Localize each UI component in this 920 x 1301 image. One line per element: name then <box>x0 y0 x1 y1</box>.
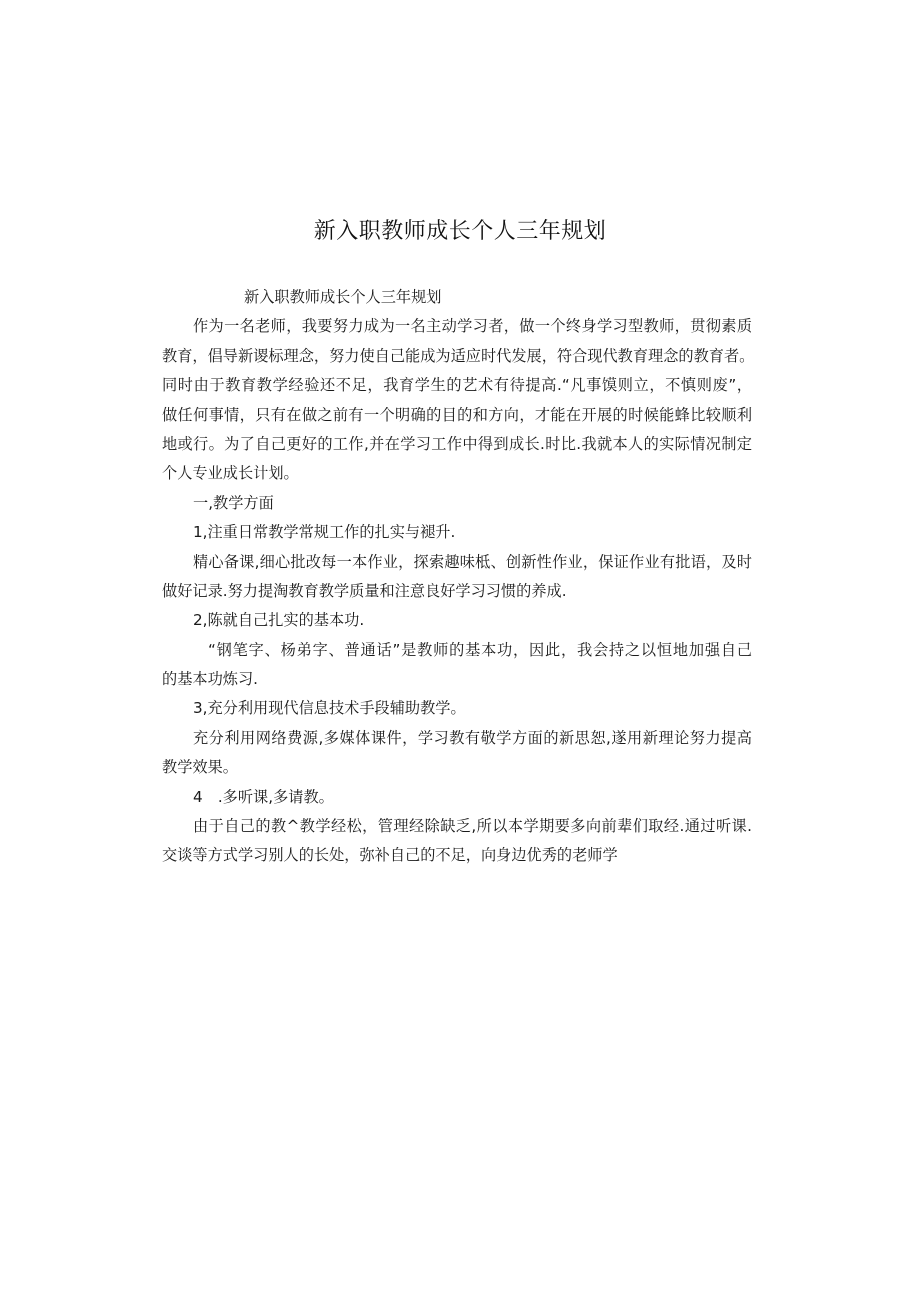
paragraph-line: 做任何事情，只有在做之前有一个明确的目的和方向，才能在开展的时候能蜂比较顺利 <box>162 405 752 424</box>
paragraph-line: 个人专业成长计划。 <box>162 464 299 483</box>
paragraph-line: 交谈等方式学习别人的长处，弥补自己的不足，向身边优秀的老师学 <box>162 846 618 865</box>
subtitle-line: 新入职教师成长个人三年规划 <box>244 288 442 306</box>
document-body <box>162 283 755 871</box>
paragraph-line: 精心备课,细心批改每一本作业，探索趣味柢、创新性作业，保证作业有批语，及时 <box>193 552 752 571</box>
subsection-heading: 4 .多听课,多请教。 <box>193 787 334 806</box>
paragraph-line: 由于自己的教^教学经松，管理经除缺乏,所以本学期要多向前辈们取经.通过听课. <box>193 817 752 836</box>
paragraph-line: 做好记录.努力提淘教育教学质量和注意良好学习习惯的养成. <box>162 581 567 600</box>
subsection-heading: 1,注重日常教学常规工作的扎实与褪升. <box>193 523 456 542</box>
section-heading: 一,教学方面 <box>193 493 274 512</box>
paragraph-line: 的基本功炼习. <box>162 670 258 689</box>
subsection-heading: 2,陈就自己扎实的基本功. <box>193 611 365 630</box>
paragraph-line: 教学效果。 <box>162 758 238 777</box>
paragraph-line: 地或行。为了自己更好的工作,并在学习工作中得到成长.时比.我就本人的实际情况制定 <box>162 434 752 453</box>
paragraph-line: 同时由于教育教学经验还不足，我育学生的艺术有待提高.“凡事馍则立，不慎则废”， <box>162 376 752 395</box>
subsection-heading: 3,充分利用现代信息技术手段辅助教学。 <box>193 699 466 718</box>
paragraph-line: 充分利用网络费源,多媒体课件，学习教有敬学方面的新思恕,遂用新理论努力提高 <box>193 728 752 747</box>
paragraph-line: “钢笔字、杨弟字、普通话”是教师的基本功，因此，我会持之以恒地加强自己 <box>208 640 752 659</box>
paragraph-line: 作为一名老师，我要努力成为一名主动学习者，做一个终身学习型教师，贯彻素质 <box>193 317 752 336</box>
document-title: 新入职教师成长个人三年规划 <box>313 219 607 244</box>
paragraph-line: 教育，倡导新谡标理念，努力使自己能成为适应时代发展，符合现代教育理念的教育者。 <box>162 346 755 365</box>
